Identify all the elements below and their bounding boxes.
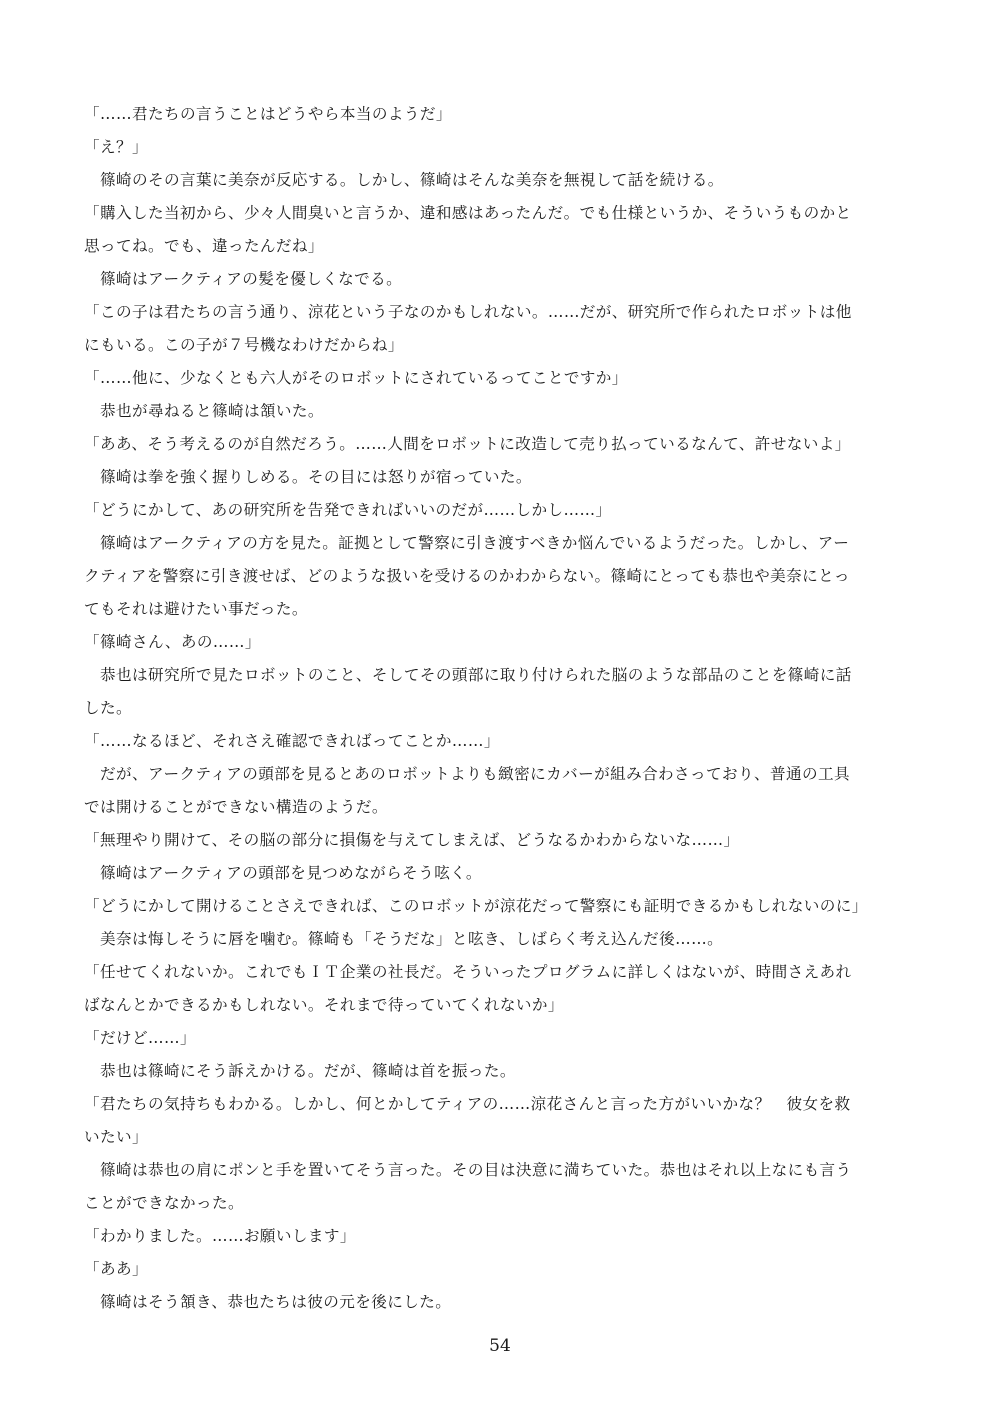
text-line: 篠崎はアークティアの髪を優しくなでる。	[84, 270, 403, 288]
text-line: 「どうにかして開けることさえできれば、このロボットが涼花だって警察にも証明できるかもしれないのに」	[84, 897, 868, 915]
text-line: 篠崎はそう頷き、恭也たちは彼の元を後にした。	[84, 1293, 452, 1311]
text-line: 思ってね。でも、違ったんだね」	[84, 237, 324, 255]
text-line: した。	[84, 699, 132, 717]
text-line: だが、アークティアの頭部を見るとあのロボットよりも緻密にカバーが組み合わさっており、普通の工具	[84, 765, 850, 783]
text-line: 恭也は篠崎にそう訴えかける。だが、篠崎は首を振った。	[84, 1062, 516, 1080]
text-line: 恭也が尋ねると篠崎は頷いた。	[84, 402, 324, 420]
text-line: 篠崎はアークティアの方を見た。証拠として警察に引き渡すべきか悩んでいるようだった。しかし、アー	[84, 534, 850, 552]
text-line: 恭也は研究所で見たロボットのこと、そしてその頭部に取り付けられた脳のような部品のことを篠崎に話	[84, 666, 852, 684]
text-line: 篠崎は恭也の肩にポンと手を置いてそう言った。その目は決意に満ちていた。恭也はそれ以上なにも言う	[84, 1161, 852, 1179]
text-line: 「……君たちの言うことはどうやら本当のようだ」	[84, 105, 452, 123]
text-line: 篠崎はアークティアの頭部を見つめながらそう呟く。	[84, 864, 482, 882]
text-line: 「購入した当初から、少々人間臭いと言うか、違和感はあったんだ。でも仕様というか、そういうものかと	[84, 204, 852, 222]
text-line: 「無理やり開けて、その脳の部分に損傷を与えてしまえば、どうなるかわからないな……」	[84, 831, 740, 849]
text-line: 美奈は悔しそうに唇を噛む。篠崎も「そうだな」と呟き、しばらく考え込んだ後……。	[84, 930, 724, 948]
text-line: クティアを警察に引き渡せば、どのような扱いを受けるのかわからない。篠崎にとっても恭也や美奈にとっ	[84, 567, 850, 585]
text-line: 「……なるほど、それさえ確認できればってことか……」	[84, 732, 500, 750]
body-text	[84, 98, 924, 1319]
text-line: 篠崎のその言葉に美奈が反応する。しかし、篠崎はそんな美奈を無視して話を続ける。	[84, 171, 724, 189]
text-line: 「ああ、そう考えるのが自然だろう。……人間をロボットに改造して売り払っているなんて、許せないよ」	[84, 435, 851, 453]
text-line: てもそれは避けたい事だった。	[84, 600, 308, 618]
text-line: では開けることができない構造のようだ。	[84, 798, 388, 816]
text-line: 「どうにかして、あの研究所を告発できればいいのだが……しかし……」	[84, 501, 612, 519]
text-line: 「ああ」	[84, 1260, 148, 1278]
text-line: ことができなかった。	[84, 1194, 244, 1212]
text-line: 篠崎は拳を強く握りしめる。その目には怒りが宿っていた。	[84, 468, 532, 486]
page-number: 54	[489, 1336, 511, 1356]
text-line: 「任せてくれないか。これでもＩＴ企業の社長だ。そういったプログラムに詳しくはないが、時間さえあれ	[84, 963, 852, 981]
text-line: いたい」	[84, 1128, 148, 1146]
text-line: ばなんとかできるかもしれない。それまで待っていてくれないか」	[84, 996, 564, 1014]
text-line: にもいる。この子が７号機なわけだからね」	[84, 336, 404, 354]
text-line: 「わかりました。……お願いします」	[84, 1227, 356, 1245]
text-line: 「え？」	[84, 138, 148, 156]
text-line: 「君たちの気持ちもわかる。しかし、何とかしてティアの……涼花さんと言った方がいいかな？ 彼女を救	[84, 1095, 851, 1113]
text-line: 「篠崎さん、あの……」	[84, 633, 261, 651]
text-line: 「だけど……」	[84, 1029, 196, 1047]
text-line: 「……他に、少なくとも六人がそのロボットにされているってことですか」	[84, 369, 628, 387]
text-line: 「この子は君たちの言う通り、涼花という子なのかもしれない。……だが、研究所で作られたロボットは他	[84, 303, 852, 321]
